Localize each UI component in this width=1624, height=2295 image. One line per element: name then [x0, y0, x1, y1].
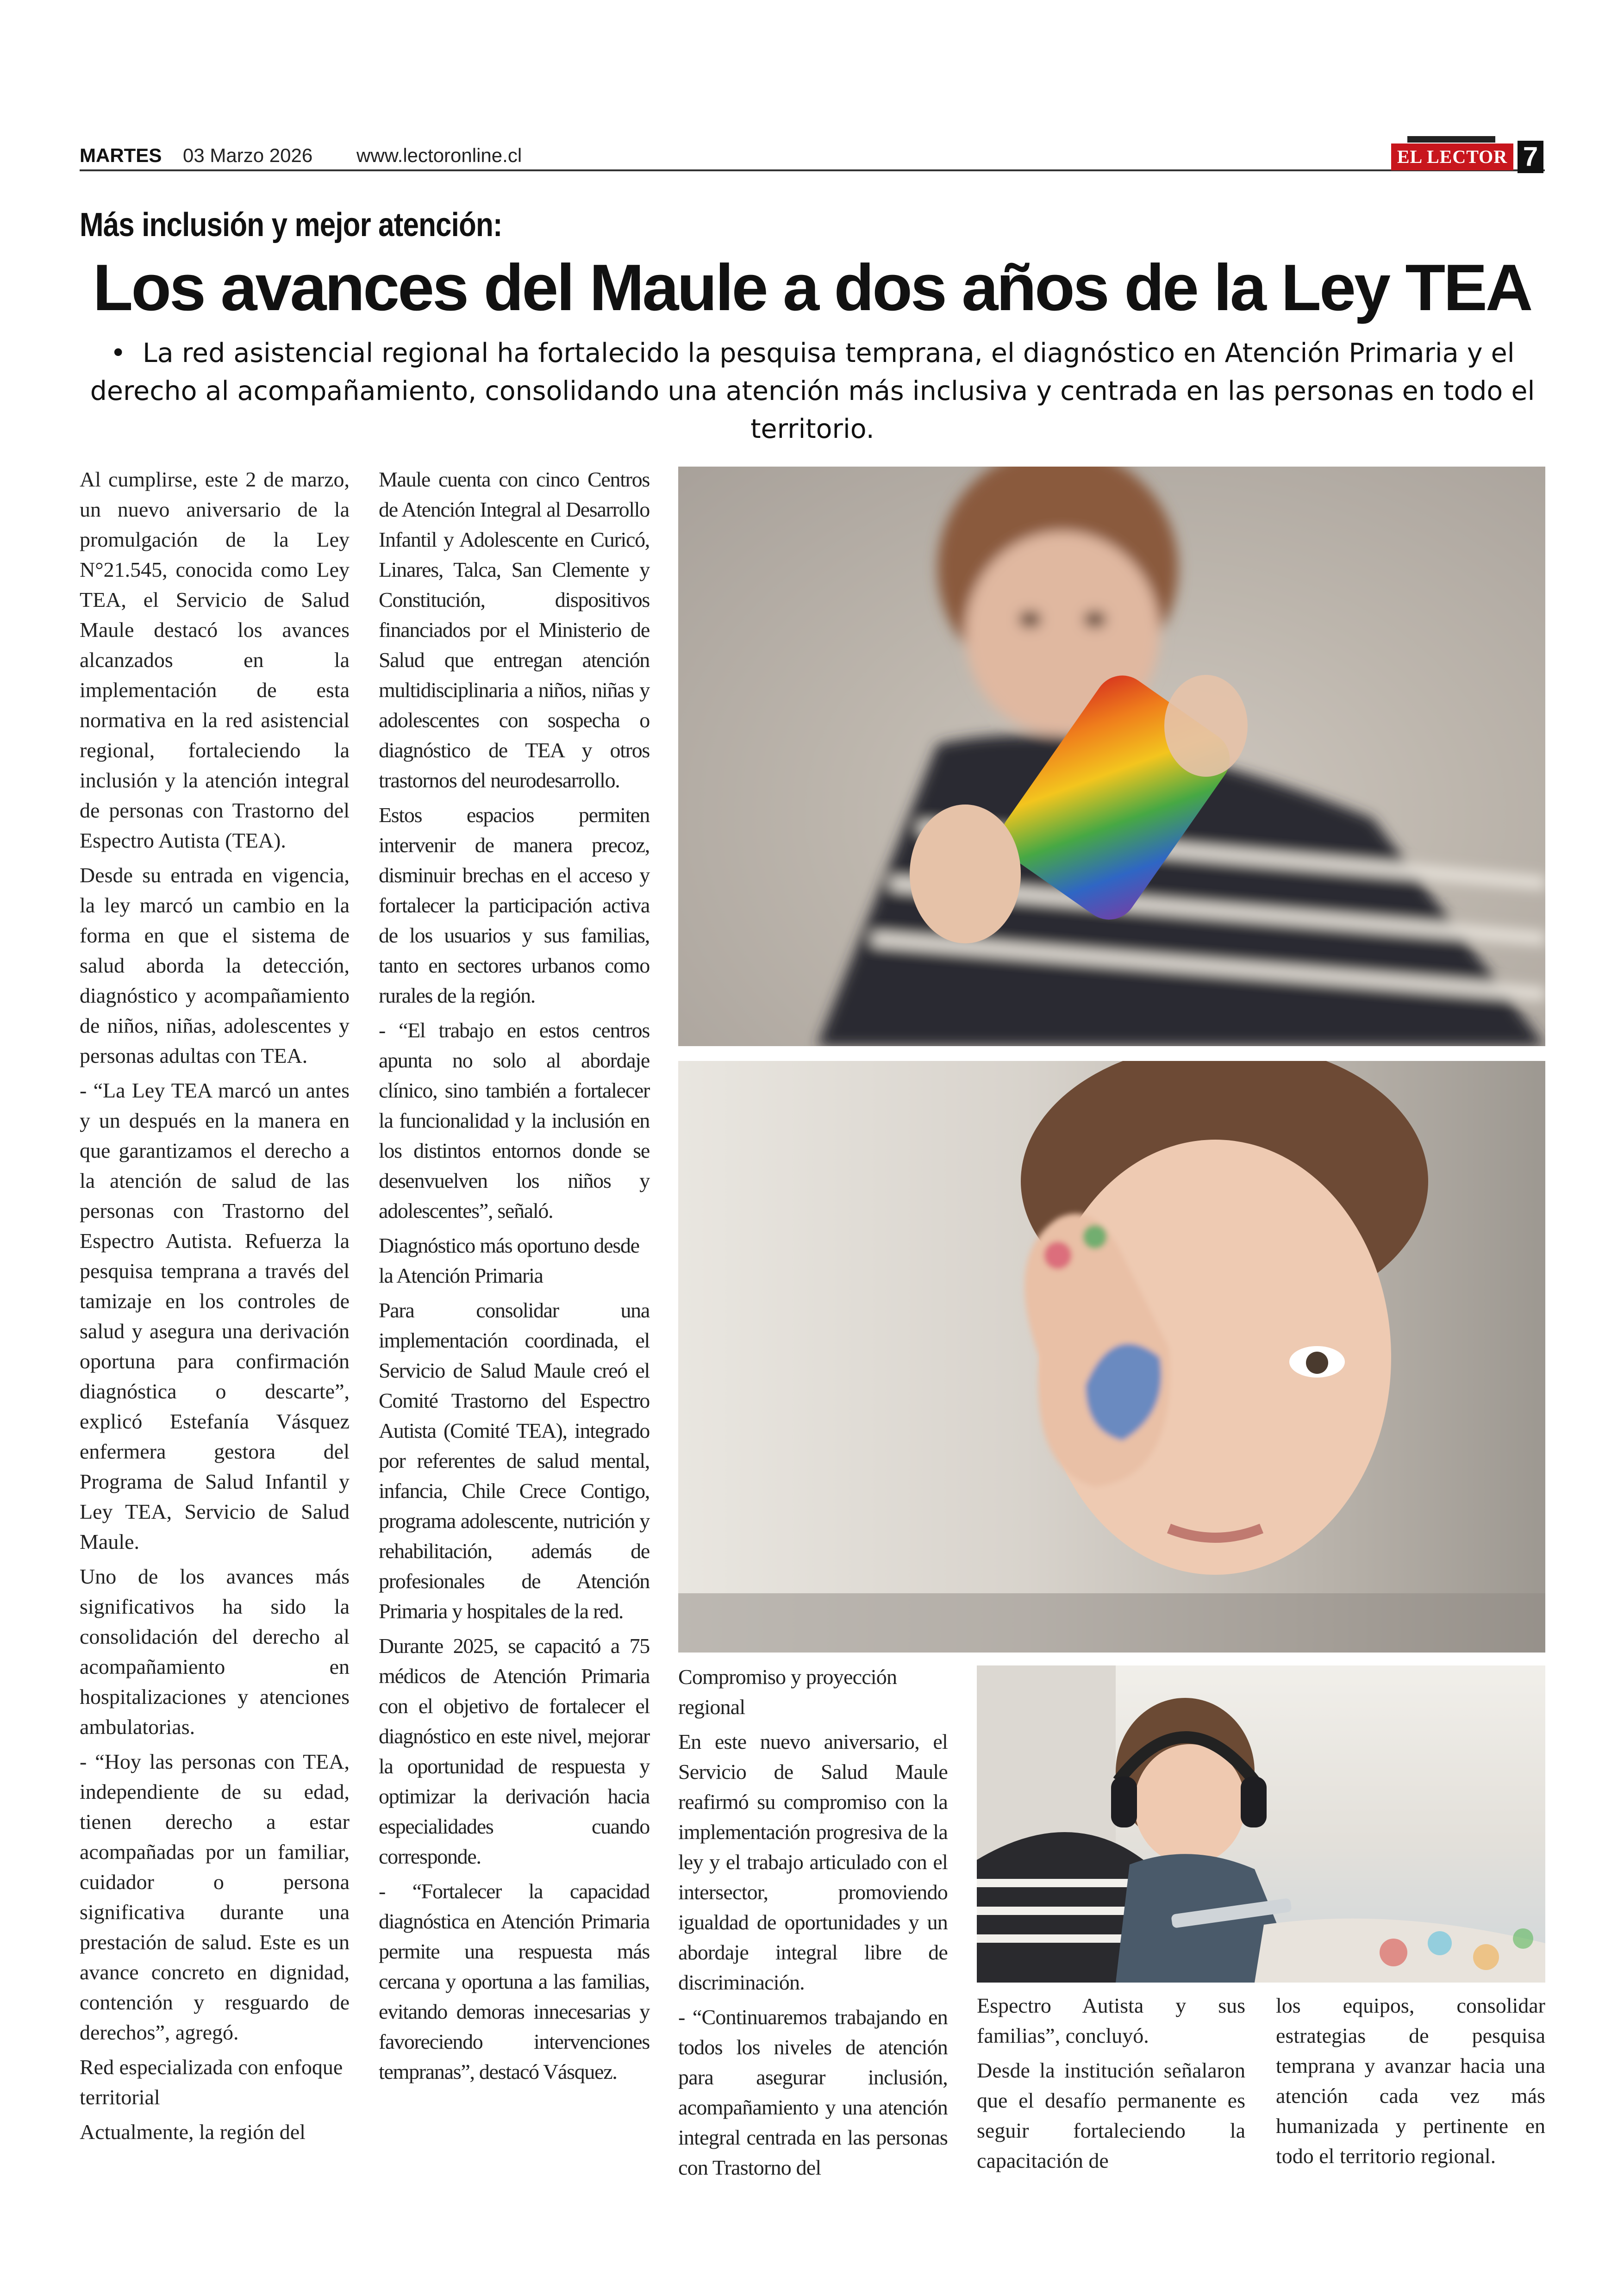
article-headline: Los avances del Maule a dos años de la Ley TEA: [93, 251, 1531, 324]
header-rule: [80, 169, 1545, 171]
article-kicker: Más inclusión y mejor atención:: [80, 206, 502, 243]
article-column-4b: [1276, 1990, 1545, 2176]
logo-crown: [1407, 136, 1495, 143]
section-subhead: Red especializada con enfoque territorial: [80, 2055, 343, 2109]
paragraph: Actualmente, la región del: [80, 2120, 306, 2144]
paragraph: Desde su entrada en vigencia, la ley marcó un cambio en la forma en que el sistema de salud aborda la detección, diagnóstico y acompañamiento de niños, niñas, adolescentes y personas adultas con TEA.: [80, 863, 350, 1067]
newspaper-logo: EL LECTOR: [1391, 143, 1513, 170]
header-day: MARTES: [80, 144, 162, 166]
article-lead: [80, 334, 1545, 448]
header-url[interactable]: www.lectoronline.cl: [356, 144, 522, 166]
lead-text: La red asistencial regional ha fortalecido la pesquisa temprana, el diagnóstico en Atención Primaria y el derecho al acompañamiento, consolidando una atención más inclusiva y centrada en las personas en todo el territorio.: [90, 338, 1535, 444]
paragraph: Durante 2025, se capacitó a 75 médicos de Atención Primaria con el objetivo de fortalecer el diagnóstico en este nivel, mejorar la oportunidad de respuesta y optimizar la derivación hacia especialidades cuando corresponde.: [379, 1634, 650, 1868]
paragraph: Estos espacios permiten intervenir de manera precoz, disminuir brechas en el acceso y fortalecer la participación activa de los usuarios y sus familias, tanto en sectores urbanos como rurales de la región.: [379, 803, 650, 1007]
paragraph: En este nuevo aniversario, el Servicio de Salud Maule reafirmó su compromiso con la implementación progresiva de la ley y el trabajo articulado con el intersector, promoviendo igualdad de oportunidades y un abordaje integral libre de discriminación.: [678, 1730, 948, 1994]
page-number: 7: [1518, 141, 1543, 173]
paragraph: Al cumplirse, este 2 de marzo, un nuevo aniversario de la promulgación de la Ley N°21.545, conocida como Ley TEA, el Servicio de Salud Maule destacó los avances alcanzados en la implementación de esta normativa en la red asistencial regional, fortaleciendo la inclusión y la atención integral de personas con Trastorno del Espectro Autista (TEA).: [80, 468, 350, 852]
paragraph: Uno de los avances más significativos ha sido la consolidación del derecho al acompañamiento en hospitalizaciones y atenciones ambulatorias.: [80, 1565, 350, 1739]
paragraph: Desde la institución señalaron que el desafío permanente es seguir fortaleciendo la capacitación de: [977, 2058, 1245, 2172]
quote-paragraph: - “La Ley TEA marcó un antes y un después en la manera en que garantizamos el derecho a la atención de salud de las personas con Trastorno del Espectro Autista. Refuerza la pesquisa temprana a través del tamizaje en los controles de salud y asegura una derivación oportuna para confirmación diagnóstica o descarte”, explicó Estefanía Vásquez enfermera gestora del Programa de Salud Infantil y Ley TEA, Servicio de Salud Maule.: [80, 1079, 350, 1553]
article-column-3: [678, 1662, 948, 2187]
quote-paragraph: - “Continuaremos trabajando en todos los niveles de atención para asegurar inclusión, acompañamiento y una atención integral centrada en las personas con Trastorno del: [678, 2005, 948, 2179]
photo-child-rainbow-toy: [678, 467, 1545, 1046]
paragraph: Espectro Autista y sus familias”, concluyó.: [977, 1994, 1245, 2047]
photo-child-headphones-illustration: [977, 1665, 1545, 1983]
quote-paragraph: - “Fortalecer la capacidad diagnóstica en Atención Primaria permite una respuesta más cercana y oportuna a las familias, evitando demoras innecesarias y favoreciendo intervenciones tempranas”, destacó Vásquez.: [379, 1879, 650, 2083]
article-column-2: [379, 464, 650, 2091]
article-column-1: [80, 464, 350, 2152]
photo-child-headphones: [977, 1665, 1545, 1983]
photo-child-painted-hand: [678, 1061, 1545, 1653]
section-subhead: Compromiso y proyección regional: [678, 1665, 897, 1719]
quote-paragraph: - “El trabajo en estos centros apunta no solo al abordaje clínico, sino también a fortalecer la funcionalidad y la inclusión en los distintos entornos donde se desenvuelven los niños y adolescentes”, señaló.: [379, 1018, 650, 1222]
bullet-icon: •: [110, 338, 126, 368]
photo-child-painted-hand-illustration: [678, 1061, 1545, 1653]
photo-child-rainbow-toy-illustration: [678, 467, 1545, 1046]
paragraph: los equipos, consolidar estrategias de pesquisa temprana y avanzar hacia una atención cada vez más humanizada y pertinente en todo el territorio regional.: [1276, 1994, 1545, 2168]
paragraph: Maule cuenta con cinco Centros de Atención Integral al Desarrollo Infantil y Adolescente en Curicó, Linares, Talca, San Clemente y Constitución, dispositivos financiados por el Ministerio de Salud que entregan atención multidisciplinaria a niños, niñas y adolescentes con sospecha o diagnóstico de TEA y otros trastornos del neurodesarrollo.: [379, 468, 650, 792]
quote-paragraph: - “Hoy las personas con TEA, independiente de su edad, tienen derecho a estar acompañadas por un familiar, cuidador o persona significativa durante una prestación de salud. Este es un avance concreto en dignidad, contención y resguardo de derechos”, agregó.: [80, 1750, 350, 2044]
section-subhead: Diagnóstico más oportuno desde la Atención Primaria: [379, 1234, 639, 1287]
article-column-4a: [977, 1990, 1245, 2180]
header-date: 03 Marzo 2026: [183, 144, 313, 166]
paragraph: Para consolidar una implementación coordinada, el Servicio de Salud Maule creó el Comité Trastorno del Espectro Autista (Comité TEA), integrado por referentes de salud mental, infancia, Chile Crece Contigo, programa adolescente, nutrición y rehabilitación, además de profesionales de Atención Primaria y hospitales de la red.: [379, 1298, 650, 1623]
